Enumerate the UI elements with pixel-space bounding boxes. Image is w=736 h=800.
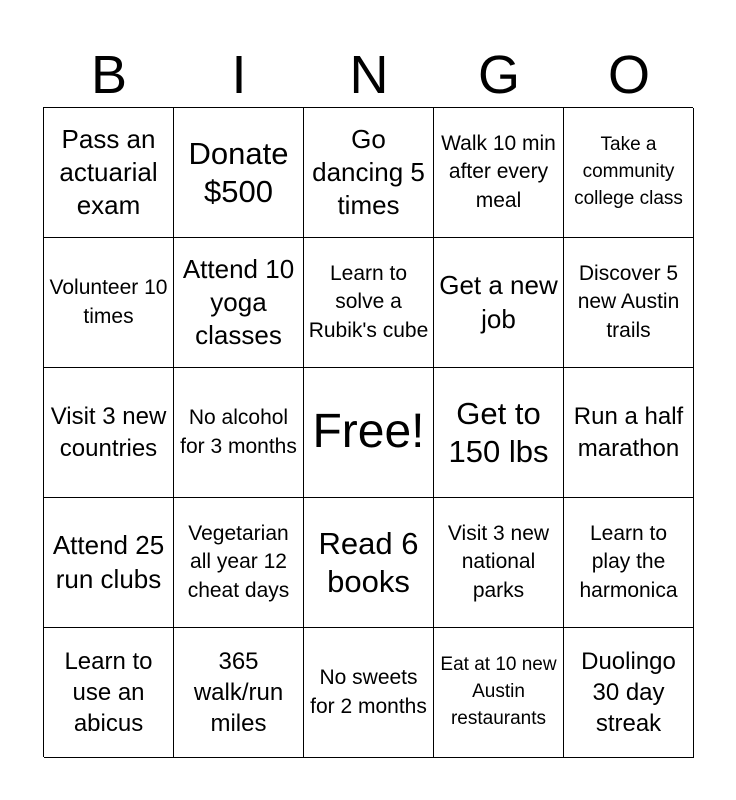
bingo-cell-r1c1[interactable] (44, 108, 174, 238)
cell-text: Run a half marathon (573, 403, 684, 462)
bingo-cell-r1c4[interactable] (434, 108, 564, 238)
bingo-header (44, 44, 694, 106)
cell-text: 365 walk/run miles (193, 647, 284, 738)
bingo-cell-r4c3[interactable] (304, 498, 434, 628)
bingo-cell-r4c4[interactable] (434, 498, 564, 628)
bingo-cell-r4c2[interactable] (174, 498, 304, 628)
cell-text: Read 6 books (318, 525, 419, 599)
cell-text: Volunteer 10 times (49, 275, 168, 328)
bingo-cell-r2c5[interactable] (564, 238, 694, 368)
bingo-cell-r5c1[interactable] (44, 628, 174, 758)
bingo-cell-r3c2[interactable] (174, 368, 304, 498)
cell-text: Donate $500 (188, 135, 289, 209)
cell-text: Visit 3 new countries (50, 403, 167, 462)
bingo-cell-r4c1[interactable] (44, 498, 174, 628)
bingo-cell-r2c2[interactable] (174, 238, 304, 368)
cell-text: Learn to use an abicus (64, 647, 153, 738)
header-letter-b: B (90, 45, 128, 105)
cell-text: Get a new job (439, 270, 558, 334)
cell-text: Learn to solve a Rubik's cube (308, 261, 429, 342)
free-space-text: Free! (312, 405, 425, 459)
bingo-cell-r5c4[interactable] (434, 628, 564, 758)
cell-text: Take a community college class (574, 134, 683, 209)
bingo-cell-r1c5[interactable] (564, 108, 694, 238)
cell-text: No sweets for 2 months (310, 665, 427, 718)
header-letter-o: O (607, 45, 650, 105)
bingo-cell-r3c4[interactable] (434, 368, 564, 498)
header-letter-i: I (231, 45, 247, 105)
bingo-cell-r2c4[interactable] (434, 238, 564, 368)
bingo-cell-r3c5[interactable] (564, 368, 694, 498)
bingo-cell-r4c5[interactable] (564, 498, 694, 628)
cell-text: Duolingo 30 day streak (581, 647, 676, 738)
bingo-cell-r2c1[interactable] (44, 238, 174, 368)
cell-text: Vegetarian all year 12 cheat days (187, 521, 290, 602)
cell-text: Pass an actuarial exam (59, 123, 158, 221)
header-letter-g: G (477, 45, 520, 105)
cell-text: Eat at 10 new Austin restaurants (440, 654, 557, 729)
header-letter-n: N (349, 45, 389, 105)
bingo-cell-r1c2[interactable] (174, 108, 304, 238)
cell-text: Get to 150 lbs (448, 395, 549, 469)
cell-text: Attend 10 yoga classes (182, 253, 295, 351)
bingo-board (43, 107, 693, 757)
cell-text: Go dancing 5 times (312, 123, 425, 221)
bingo-cell-free[interactable] (304, 368, 434, 498)
bingo-cell-r2c3[interactable] (304, 238, 434, 368)
bingo-cell-r3c1[interactable] (44, 368, 174, 498)
cell-text: Walk 10 min after every meal (441, 131, 556, 212)
cell-text: No alcohol for 3 months (180, 405, 297, 458)
cell-text: Visit 3 new national parks (447, 521, 550, 602)
cell-text: Attend 25 run clubs (52, 530, 165, 594)
cell-text: Discover 5 new Austin trails (577, 261, 680, 342)
bingo-cell-r5c3[interactable] (304, 628, 434, 758)
bingo-cell-r5c5[interactable] (564, 628, 694, 758)
bingo-cell-r5c2[interactable] (174, 628, 304, 758)
cell-text: Learn to play the harmonica (579, 521, 678, 602)
bingo-cell-r1c3[interactable] (304, 108, 434, 238)
